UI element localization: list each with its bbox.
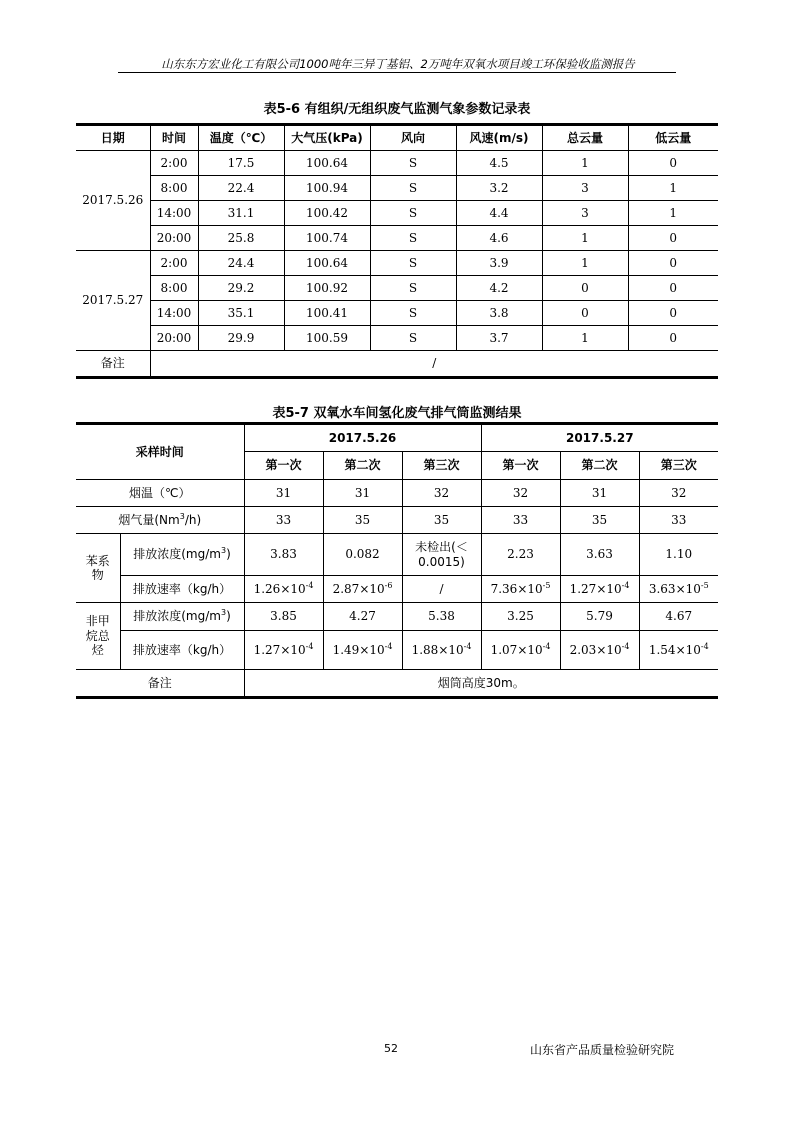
conc-label: 排放浓度$(mg/m^3)$ <box>120 603 244 631</box>
smoke-volume-label: 烟气量(Nm$^3$/h) <box>76 507 244 534</box>
col-header-temperature: 温度（℃） <box>198 125 284 151</box>
table-cell: 3.2 <box>456 176 542 201</box>
date-2: 2017.5.27 <box>481 424 718 452</box>
table-cell: 4.2 <box>456 276 542 301</box>
table-cell: 32 <box>402 480 481 507</box>
col-header-wind-speed: 风速(m/s) <box>456 125 542 151</box>
table-cell: S <box>370 151 456 176</box>
table-cell: 2.23 <box>481 534 560 576</box>
table-cell: S <box>370 326 456 351</box>
table-cell: 22.4 <box>198 176 284 201</box>
table-cell: 0 <box>628 151 718 176</box>
table-cell: 1 <box>628 176 718 201</box>
table-cell: 31 <box>323 480 402 507</box>
table-cell: 25.8 <box>198 226 284 251</box>
table-cell: 4.67 <box>639 603 718 631</box>
table-cell: 17.5 <box>198 151 284 176</box>
table-cell: 100.94 <box>284 176 370 201</box>
table-cell: $1.26\times 10^{-4}$ <box>244 576 323 603</box>
table-cell: S <box>370 301 456 326</box>
table-cell: 20:00 <box>150 226 198 251</box>
table-row <box>76 276 718 301</box>
table-cell: 35 <box>560 507 639 534</box>
table-cell: 1 <box>628 201 718 226</box>
table-cell: 33 <box>244 507 323 534</box>
table-cell: $1.49\times 10^{-4}$ <box>323 631 402 670</box>
table-cell: 32 <box>639 480 718 507</box>
table-cell: 32 <box>481 480 560 507</box>
table-cell: 0 <box>628 226 718 251</box>
table-cell: 1 <box>542 151 628 176</box>
table-cell: 100.64 <box>284 151 370 176</box>
remark-value: / <box>150 351 718 378</box>
table-cell: 0 <box>628 251 718 276</box>
running-header: 山东东方宏业化工有限公司1000吨年三异丁基铝、2万吨年双氧水项目竣工环保验收监测报告 <box>161 57 635 71</box>
run-3: 第三次 <box>402 452 481 480</box>
date-cell: 2017.5.26 <box>76 151 150 251</box>
table-cell: 33 <box>639 507 718 534</box>
table-cell: 14:00 <box>150 301 198 326</box>
table-row <box>76 301 718 326</box>
table-cell: 100.59 <box>284 326 370 351</box>
weather-params-table <box>76 123 718 379</box>
run-4: 第一次 <box>481 452 560 480</box>
footer-organization: 山东省产品质量检验研究院 <box>530 1043 675 1057</box>
remark-label: 备注 <box>76 670 244 698</box>
table-cell: 0 <box>628 301 718 326</box>
table-cell: 4.4 <box>456 201 542 226</box>
table-cell: 35 <box>402 507 481 534</box>
table-cell: 100.41 <box>284 301 370 326</box>
header-rule <box>118 72 676 73</box>
table-cell: 20:00 <box>150 326 198 351</box>
table-cell: / <box>402 576 481 603</box>
table-cell: 100.42 <box>284 201 370 226</box>
table-cell: 未检出(＜0.0015) <box>402 534 481 576</box>
table-cell: 8:00 <box>150 276 198 301</box>
table-cell: 0.082 <box>323 534 402 576</box>
table-cell: 1.10 <box>639 534 718 576</box>
exhaust-monitoring-table <box>76 422 718 699</box>
table-cell: $1.07\times 10^{-4}$ <box>481 631 560 670</box>
table-cell: $1.27\times 10^{-4}$ <box>244 631 323 670</box>
table-cell: 2:00 <box>150 251 198 276</box>
table-cell: 31 <box>244 480 323 507</box>
table-cell: 29.2 <box>198 276 284 301</box>
date-1: 2017.5.26 <box>244 424 481 452</box>
table-cell: $1.27\times 10^{-4}$ <box>560 576 639 603</box>
run-1: 第一次 <box>244 452 323 480</box>
table-cell: 3.7 <box>456 326 542 351</box>
table-cell: 24.4 <box>198 251 284 276</box>
col-header-wind-direction: 风向 <box>370 125 456 151</box>
table-row <box>76 326 718 351</box>
table-cell: S <box>370 226 456 251</box>
col-header-low-cloud: 低云量 <box>628 125 718 151</box>
conc-label: 排放浓度$(mg/m^3)$ <box>120 534 244 576</box>
table-5-6-caption: 表5-6 有组织/无组织废气监测气象参数记录表 <box>263 102 531 117</box>
table-cell: 3.25 <box>481 603 560 631</box>
col-header-total-cloud: 总云量 <box>542 125 628 151</box>
table-cell: 0 <box>542 276 628 301</box>
table-cell: 0 <box>628 276 718 301</box>
remark-label: 备注 <box>76 351 150 378</box>
col-header-date: 日期 <box>76 125 150 151</box>
table-cell: $1.88\times 10^{-4}$ <box>402 631 481 670</box>
table-cell: 3 <box>542 201 628 226</box>
table-cell: S <box>370 276 456 301</box>
smoke-temp-label: 烟温（℃） <box>76 480 244 507</box>
table-cell: 4.6 <box>456 226 542 251</box>
run-6: 第三次 <box>639 452 718 480</box>
run-2: 第二次 <box>323 452 402 480</box>
rate-label: 排放速率（kg/h） <box>120 576 244 603</box>
table-cell: 5.79 <box>560 603 639 631</box>
table-row <box>76 226 718 251</box>
table-cell: $7.36\times 10^{-5}$ <box>481 576 560 603</box>
table-cell: S <box>370 201 456 226</box>
table-cell: 1 <box>542 326 628 351</box>
remark-value: 烟筒高度30m。 <box>244 670 718 698</box>
table-cell: $3.63\times 10^{-5}$ <box>639 576 718 603</box>
table-cell: 100.64 <box>284 251 370 276</box>
table-cell: 100.74 <box>284 226 370 251</box>
table-row <box>76 151 718 176</box>
table-cell: 14:00 <box>150 201 198 226</box>
table-5-7-caption: 表5-7 双氧水车间氢化废气排气筒监测结果 <box>272 406 522 421</box>
table-row <box>76 176 718 201</box>
table-cell: 35 <box>323 507 402 534</box>
table-cell: 33 <box>481 507 560 534</box>
table-row <box>76 251 718 276</box>
table-cell: 3.83 <box>244 534 323 576</box>
run-5: 第二次 <box>560 452 639 480</box>
table-cell: 35.1 <box>198 301 284 326</box>
table-cell: 4.27 <box>323 603 402 631</box>
page-number: 52 <box>384 1042 398 1055</box>
table-cell: 1 <box>542 251 628 276</box>
sample-time-label: 采样时间 <box>76 424 244 480</box>
table-row <box>76 201 718 226</box>
table-cell: 3.63 <box>560 534 639 576</box>
nmhc-label: 非甲 烷总 烃 <box>76 603 120 670</box>
table-cell: $1.54\times 10^{-4}$ <box>639 631 718 670</box>
table-cell: 0 <box>628 326 718 351</box>
table-cell: 3.9 <box>456 251 542 276</box>
table-cell: S <box>370 251 456 276</box>
rate-label: 排放速率（kg/h） <box>120 631 244 670</box>
table-cell: 1 <box>542 226 628 251</box>
benzene-label: 苯系 物 <box>76 534 120 603</box>
table-cell: 2:00 <box>150 151 198 176</box>
table-cell: 3.85 <box>244 603 323 631</box>
table-cell: 0 <box>542 301 628 326</box>
col-header-time: 时间 <box>150 125 198 151</box>
table-cell: 5.38 <box>402 603 481 631</box>
weather-table-body <box>76 151 718 351</box>
table-cell: 3 <box>542 176 628 201</box>
col-header-pressure: 大气压(kPa) <box>284 125 370 151</box>
table-cell: 4.5 <box>456 151 542 176</box>
table-cell: 3.8 <box>456 301 542 326</box>
table-cell: S <box>370 176 456 201</box>
table-cell: 8:00 <box>150 176 198 201</box>
table-cell: 100.92 <box>284 276 370 301</box>
table-cell: $2.87\times 10^{-6}$ <box>323 576 402 603</box>
table-cell: 31.1 <box>198 201 284 226</box>
date-cell: 2017.5.27 <box>76 251 150 351</box>
table-cell: $2.03\times 10^{-4}$ <box>560 631 639 670</box>
table-cell: 31 <box>560 480 639 507</box>
table-cell: 29.9 <box>198 326 284 351</box>
